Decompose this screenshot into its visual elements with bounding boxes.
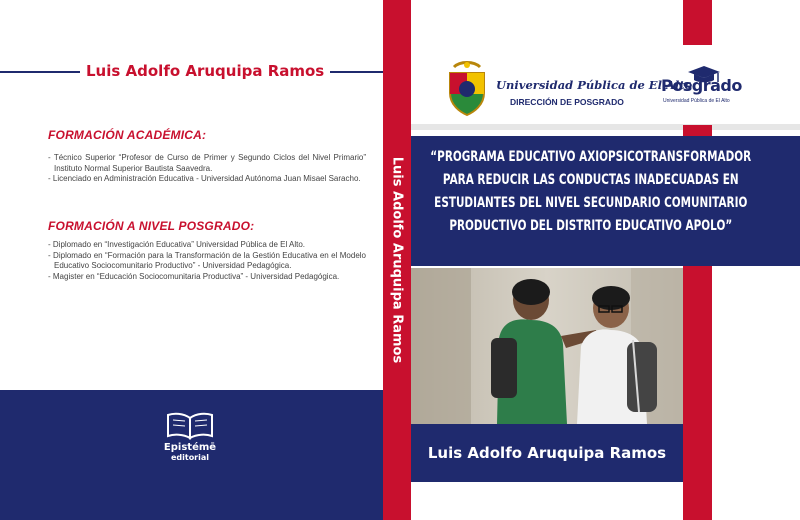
university-crest-icon [444,59,490,117]
open-book-icon [165,410,215,440]
two-schoolboys-photo [411,268,683,424]
list-item: - Diplomado en “Formación para la Transformación de la Gestión Educativa en el Modelo Educativo Sociocomunitario Productivo” - Universidad Pedagógica. [48,250,366,270]
list-item: - Diplomado en “Investigación Educativa” Universidad Pública de El Alto. [48,240,306,249]
list-item: - Magister en “Educación Sociocomunitaria Productiva” - Universidad Pedagógica. [48,271,340,281]
postgrad-section-title: FORMACIÓN A NIVEL POSGRADO: [48,219,255,233]
back-author-name: Luis Adolfo Aruquipa Ramos [80,62,330,80]
header-divider [411,124,800,130]
spine-author: Luis Adolfo Aruquipa Ramos [389,156,405,364]
publisher-subtitle: editorial [170,453,210,462]
red-accent-bar [683,0,712,45]
front-author-name: Luis Adolfo Aruquipa Ramos [427,444,667,462]
department-name: DIRECCIÓN DE POSGRADO [510,97,624,107]
list-item: - Técnico Superior “Profesor de Curso de Primer y Segundo Ciclos del Nivel Primario” Instituto Normal Superior Bautista Saavedra. [48,153,366,173]
publisher-name: Epistémē [163,442,217,453]
academic-section-title: FORMACIÓN ACADÉMICA: [48,128,207,142]
posgrado-logo-word: Posgrado [661,76,742,95]
list-item: - Licenciado en Administración Educativa - Universidad Autónoma Juan Misael Saracho. [48,174,361,183]
posgrado-logo-subtitle: Universidad Pública de El Alto [663,98,730,104]
book-title: “PROGRAMA EDUCATIVO AXIOPSICOTRANSFORMADOR PARA REDUCIR LAS CONDUCTAS INADECUADAS EN ESTUDIANTES DEL NIVEL SECUNDARIO COMUNITARIO PRODUCTIVO DEL DISTRITO EDUCATIVO APOLO” [430,149,752,234]
university-name: Universidad Pública de El Alto [496,78,693,92]
publisher-logo [161,410,219,462]
academic-list [46,153,366,185]
postgrad-list [46,240,366,282]
